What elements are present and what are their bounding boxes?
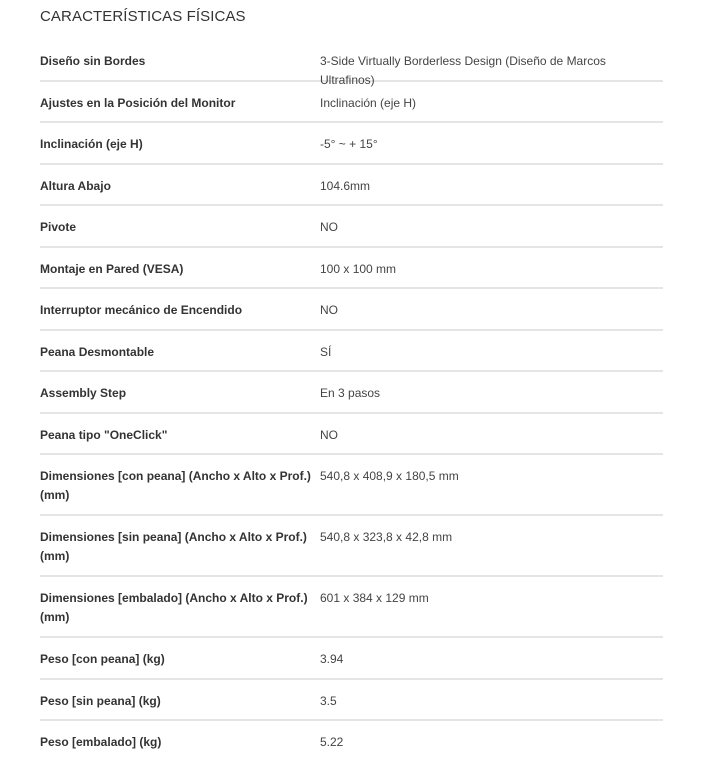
spec-label: Altura Abajo [40,178,111,193]
spec-label: Peso [con peana] (kg) [40,652,165,666]
spec-label: Peana Desmontable [40,344,155,359]
spec-value: 3-Side Virtually Borderless Design (Diseño de Marcos Ultrafinos) [320,54,606,87]
spec-table [40,40,663,763]
spec-value: SÍ [320,344,332,359]
spec-label: Montaje en Pared (VESA) [40,261,184,276]
spec-row-dimensions-without-stand [40,516,663,577]
spec-value: 104.6mm [320,178,371,193]
spec-row-height-down [40,165,663,207]
spec-value: NO [320,220,338,234]
spec-label: Pivote [40,220,77,234]
spec-label: Peana tipo "OneClick" [40,427,168,442]
spec-value: Inclinación (eje H) [320,95,417,110]
spec-value: 3.5 [320,693,337,708]
spec-value: 5.22 [320,735,344,749]
spec-row-weight-without-stand [40,680,663,722]
spec-label: Dimensiones [sin peana] (Ancho x Alto x Prof.) (mm) [40,530,307,563]
spec-value: 601 x 384 x 129 mm [320,591,429,605]
spec-value: En 3 pasos [320,386,381,400]
section-title: CARACTERÍSTICAS FÍSICAS [40,8,246,25]
spec-label: Peso [embalado] (kg) [40,735,162,749]
spec-label: Dimensiones [con peana] (Ancho x Alto x Prof.) (mm) [40,469,311,502]
spec-label: Peso [sin peana] (kg) [40,693,161,708]
spec-label: Assembly Step [40,386,127,400]
spec-row-weight-packaged [40,721,663,763]
spec-row-oneclick-stand [40,414,663,456]
spec-row-tilt [40,123,663,165]
spec-value: 3.94 [320,652,344,666]
spec-value: NO [320,303,338,317]
spec-row-vesa [40,248,663,290]
spec-label: Dimensiones [embalado] (Ancho x Alto x Prof.) (mm) [40,591,308,624]
spec-label: Inclinación (eje H) [40,137,143,151]
spec-label: Diseño sin Bordes [40,54,146,68]
spec-value: -5° ~ + 15° [320,137,378,151]
spec-row-borderless [40,40,663,87]
spec-label: Interruptor mecánico de Encendido [40,303,243,317]
spec-row-weight-with-stand [40,638,663,680]
spec-value: 100 x 100 mm [320,261,397,276]
spec-row-power-switch [40,289,663,331]
spec-value: 540,8 x 408,9 x 180,5 mm [320,469,459,483]
spec-row-pivot [40,206,663,248]
spec-row-dimensions-with-stand [40,455,663,516]
spec-value: 540,8 x 323,8 x 42,8 mm [320,530,453,544]
spec-label: Ajustes en la Posición del Monitor [40,95,236,110]
spec-value: NO [320,427,338,442]
spec-row-assembly-step [40,372,663,414]
spec-row-dimensions-packaged [40,577,663,638]
spec-row-detachable-stand [40,331,663,373]
